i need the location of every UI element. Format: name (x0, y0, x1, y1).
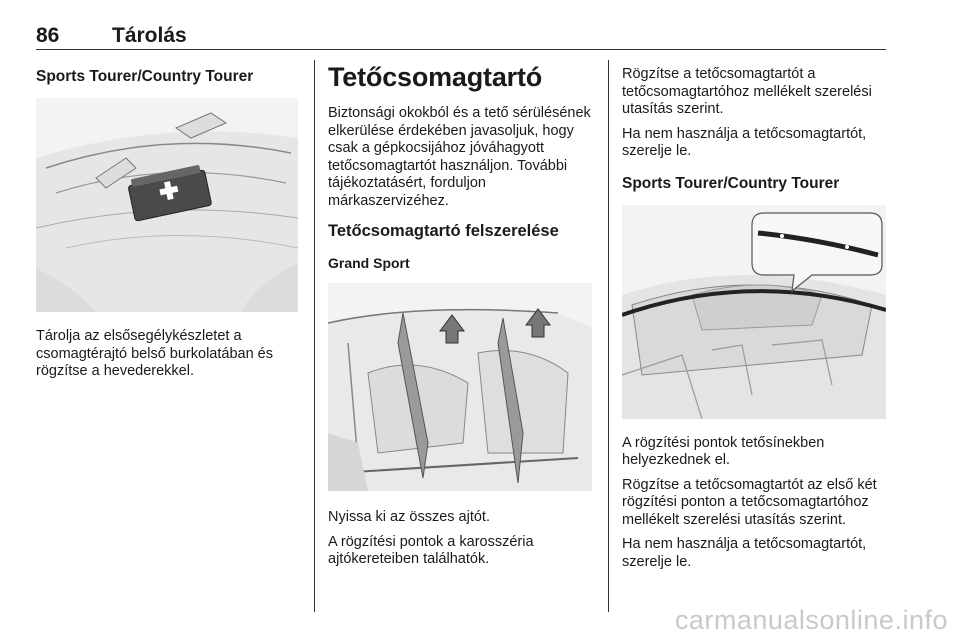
column-2 (328, 54, 596, 576)
caption-first-aid-kit: Tárolja az elsősegélykészletet a csomagtérajtó belső burkolatában és rögzítse a hevederekkel. (36, 328, 273, 379)
paragraph-mounting-points-frames: A rögzítési pontok a karosszéria ajtókereteiben találhatók. (328, 533, 534, 567)
column-divider-1 (314, 60, 315, 612)
column-1 (36, 54, 302, 388)
paragraph-remove-when-unused-2: Ha nem használja a tetőcsomagtartót, szerelje le. (622, 536, 867, 570)
roof-rails-mounting-points-illustration (622, 205, 886, 419)
chapter-title: Tárolás (112, 24, 187, 47)
column-3 (622, 54, 888, 578)
header-rule (36, 49, 886, 50)
section-heading-sports-tourer-roof: Sports Tourer/Country Tourer (622, 174, 840, 192)
paragraph-open-doors: Nyissa ki az összes ajtót. (328, 509, 490, 525)
paragraph-mounting-points-rails: A rögzítési pontok tetősínekben helyezkednek el. (622, 434, 825, 468)
paragraph-fit-front-points: Rögzítse a tetőcsomagtartót az első két rögzítési ponton a tetőcsomagtartóhoz mellékelt szerelési utasítás szerint. (622, 476, 877, 528)
paragraph-remove-when-unused: Ha nem használja a tetőcsomagtartót, szerelje le. (622, 125, 867, 159)
page-number: 86 (36, 24, 60, 47)
subsection-heading-grand-sport: Grand Sport (328, 255, 410, 271)
section-heading-sports-tourer: Sports Tourer/Country Tourer (36, 68, 254, 85)
column-divider-2 (608, 60, 609, 612)
watermark-text: carmanualsonline.info (674, 605, 948, 635)
open-doors-mounting-points-illustration (328, 283, 592, 491)
first-aid-kit-in-tailgate-illustration (36, 98, 298, 312)
paragraph-fit-per-instructions: Rögzítse a tetőcsomagtartót a tetőcsomagtartóhoz mellékelt szerelési utasítás szerint. (622, 66, 872, 117)
page-main-title: Tetőcsomagtartó (328, 62, 543, 92)
section-heading-install: Tetőcsomagtartó felszerelése (328, 222, 559, 240)
intro-paragraph: Biztonsági okokból és a tető sérülésének elkerülése érdekében javasoljuk, hogy csak a gépkocsijához jóváhagyott tetőcsomagtartót használjon. További tájékoztatásért, forduljon márkaszervizéhez. (328, 105, 591, 209)
